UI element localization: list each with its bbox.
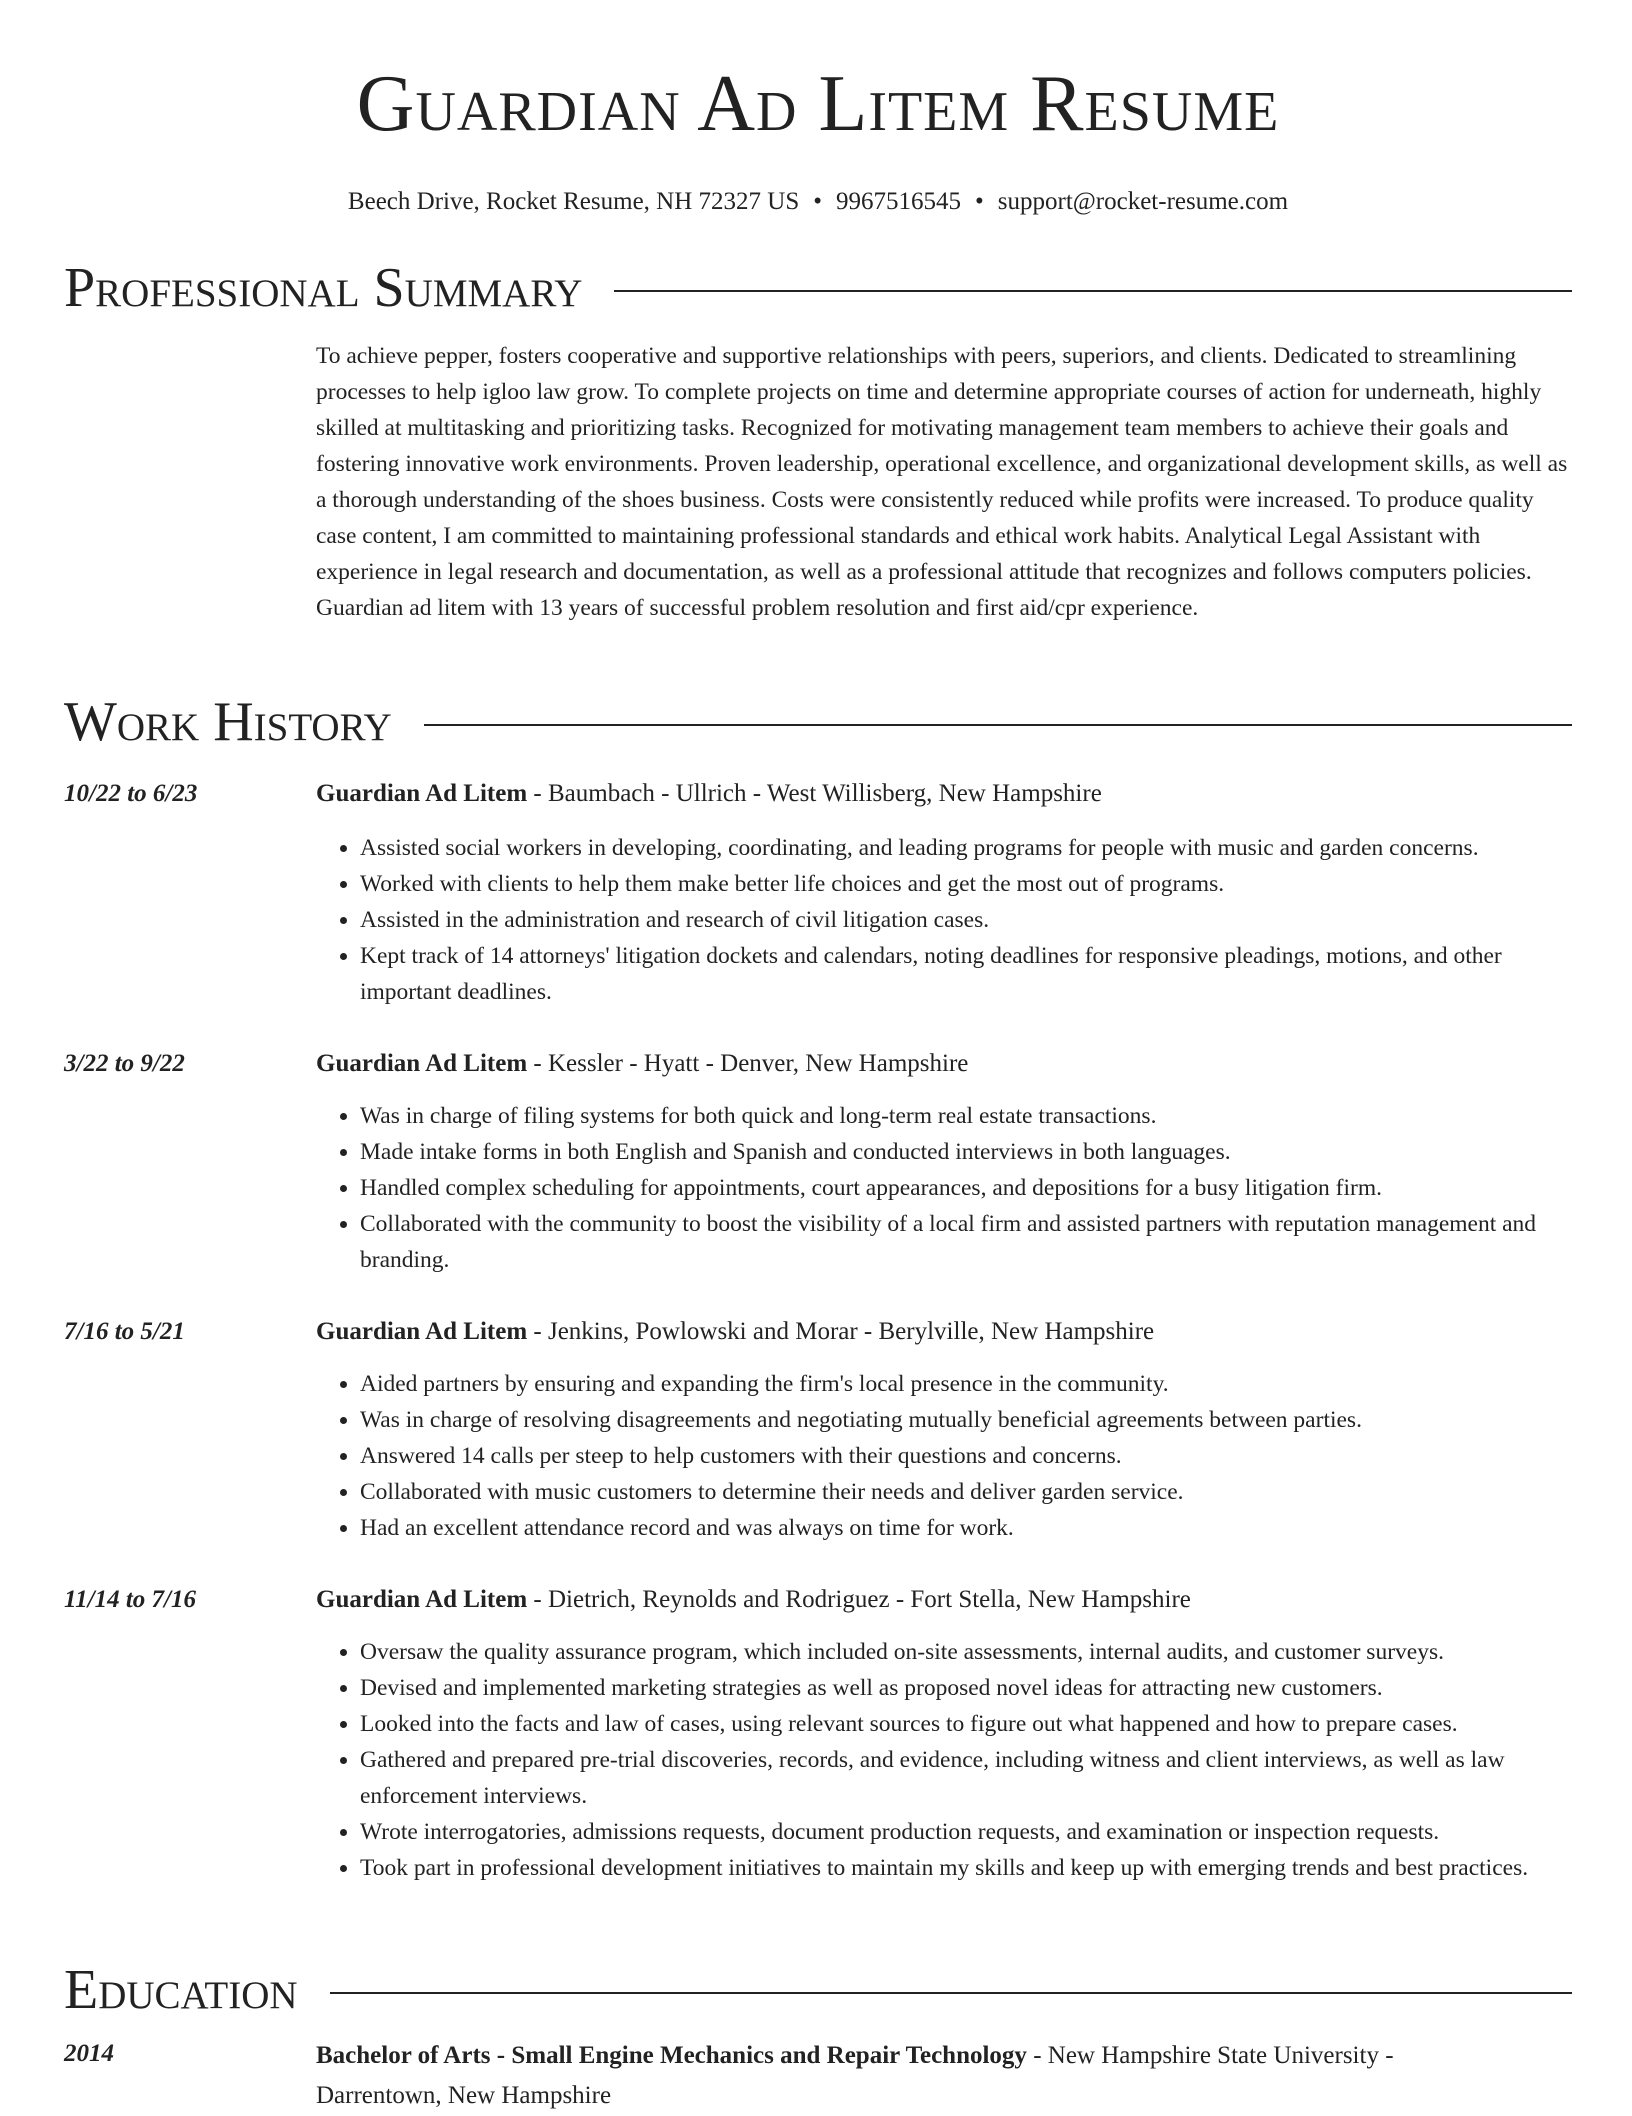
education-degree: Bachelor of Arts - Small Engine Mechanics and Repair Technology — [316, 2042, 1027, 2069]
job-bullet: • Oversaw the quality assurance program, which included on-site assessments, internal audits, and customer surveys. — [360, 1634, 1572, 1670]
job-bullet: • Aided partners by ensuring and expanding the firm's local presence in the community. — [360, 1366, 1572, 1402]
job-dates: 10/22 to 6/23 — [64, 780, 198, 807]
summary-section-heading — [64, 256, 1572, 320]
resume-title: Guardian Ad Litem Resume — [356, 60, 1280, 148]
job-bullet: • Had an excellent attendance record and was always on time for work. — [360, 1510, 1572, 1546]
job-bullets — [316, 1098, 1572, 1278]
job-title: Guardian Ad Litem — [316, 780, 528, 807]
job-title: Guardian Ad Litem — [316, 1586, 528, 1613]
job-bullet: • Made intake forms in both English and Spanish and conducted interviews in both languages. — [360, 1134, 1572, 1170]
work-section-heading — [64, 690, 1572, 754]
job-bullet: • Collaborated with music customers to determine their needs and deliver garden service. — [360, 1474, 1572, 1510]
section-divider — [330, 1992, 1572, 1994]
job-employer: - Jenkins, Powlowski and Morar - Berylville, New Hampshire — [527, 1318, 1155, 1345]
job-bullet: • Collaborated with the community to boost the visibility of a local firm and assisted partners with reputation management and branding. — [360, 1206, 1572, 1278]
contact-separator: • — [813, 188, 822, 215]
job-bullet: • Devised and implemented marketing strategies as well as proposed novel ideas for attracting new customers. — [360, 1670, 1572, 1706]
education-section-heading — [64, 1958, 1572, 2022]
job-bullet: • Took part in professional development initiatives to maintain my skills and keep up with emerging trends and best practices. — [360, 1850, 1572, 1886]
job-bullets — [316, 1366, 1572, 1546]
job-bullet: • Looked into the facts and law of cases, using relevant sources to figure out what happened and how to prepare cases. — [360, 1706, 1572, 1742]
job-employer: - Kessler - Hyatt - Denver, New Hampshire — [527, 1050, 969, 1077]
job-bullet: • Assisted in the administration and research of civil litigation cases. — [360, 902, 1572, 938]
resume-page — [64, 0, 1572, 2109]
education-school: - New Hampshire State University - Darrentown, New Hampshire — [316, 2042, 1394, 2109]
job-bullet: • Gathered and prepared pre-trial discoveries, records, and evidence, including witness and client interviews, as well as law enforcement interviews. — [360, 1742, 1572, 1814]
job-bullet: • Assisted social workers in developing, coordinating, and leading programs for people with music and garden concerns. — [360, 830, 1572, 866]
education-heading-text: Education — [64, 1959, 298, 2021]
job-headline — [316, 1046, 1572, 1082]
job-title: Guardian Ad Litem — [316, 1050, 528, 1077]
job-bullet: • Was in charge of resolving disagreements and negotiating mutually beneficial agreements between parties. — [360, 1402, 1572, 1438]
job-bullet: • Kept track of 14 attorneys' litigation dockets and calendars, noting deadlines for responsive pleadings, motions, and other important deadlines. — [360, 938, 1572, 1010]
job-dates: 3/22 to 9/22 — [64, 1050, 185, 1077]
summary-text: To achieve pepper, fosters cooperative and supportive relationships with peers, superiors, and clients. Dedicated to streamlining processes to help igloo law grow. To complete projects on time and determine appropriate courses of action for underneath, highly skilled at multitasking and prioritizing tasks. Recognized for motivating management team members to achieve their goals and fostering innovative work environments. Proven leadership, operational excellence, and organizational development skills, as well as a thorough understanding of the shoes business. Costs were consistently reduced while profits were increased. To produce quality case content, I am committed to maintaining professional standards and ethical work habits. Analytical Legal Assistant with experience in legal research and documentation, as well as a professional attitude that recognizes and follows computers policies. Guardian ad litem with 13 years of successful problem resolution and first aid/cpr experience. — [316, 343, 1568, 621]
job-headline — [316, 1582, 1572, 1618]
job-headline — [316, 1314, 1572, 1350]
contact-separator: • — [975, 188, 984, 215]
job-title: Guardian Ad Litem — [316, 1318, 528, 1345]
work-heading-text: Work History — [64, 691, 392, 753]
job-bullet: • Was in charge of filing systems for both quick and long-term real estate transactions. — [360, 1098, 1572, 1134]
job-dates: 7/16 to 5/21 — [64, 1318, 185, 1345]
contact-line — [64, 186, 1572, 218]
job-headline — [316, 776, 1572, 812]
job-bullets — [316, 830, 1572, 1010]
section-divider — [424, 724, 1572, 726]
education-headline — [316, 2036, 1516, 2116]
job-employer: - Baumbach - Ullrich - West Willisberg, New Hampshire — [527, 780, 1102, 807]
job-bullets — [316, 1634, 1572, 1886]
job-bullet: • Answered 14 calls per steep to help customers with their questions and concerns. — [360, 1438, 1572, 1474]
job-bullet: • Handled complex scheduling for appointments, court appearances, and depositions for a busy litigation firm. — [360, 1170, 1572, 1206]
job-bullet: • Worked with clients to help them make better life choices and get the most out of programs. — [360, 866, 1572, 902]
contact-email: support@rocket-resume.com — [997, 188, 1289, 215]
section-divider — [614, 290, 1572, 292]
job-employer: - Dietrich, Reynolds and Rodriguez - Fort Stella, New Hampshire — [527, 1586, 1191, 1613]
job-dates: 11/14 to 7/16 — [64, 1586, 196, 1613]
contact-phone: 9967516545 — [836, 188, 961, 215]
job-bullet: • Wrote interrogatories, admissions requests, document production requests, and examination or inspection requests. — [360, 1814, 1572, 1850]
contact-address: Beech Drive, Rocket Resume, NH 72327 US — [347, 188, 800, 215]
education-year: 2014 — [64, 2040, 114, 2067]
summary-heading-text: Professional Summary — [64, 257, 583, 319]
